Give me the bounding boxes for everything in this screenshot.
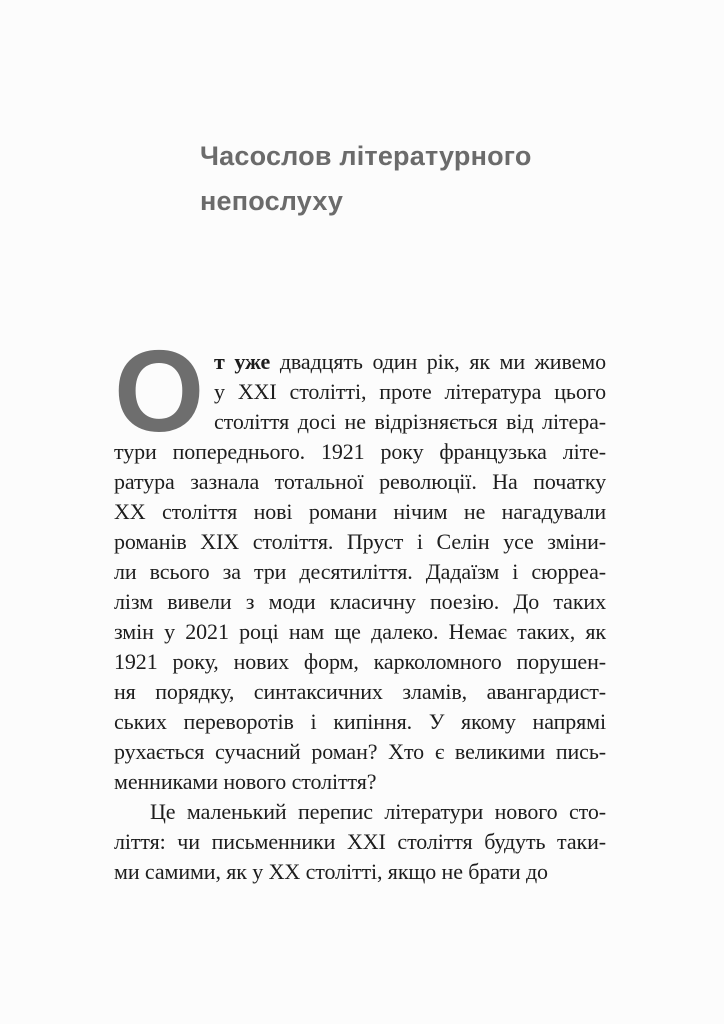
text-line: століття досі не відрізняється від літера- bbox=[214, 409, 606, 434]
text-line: лізм вивели з моди класичну поезію. До таких bbox=[114, 589, 606, 614]
chapter-title-line-1: Часослов літературного bbox=[200, 141, 532, 171]
chapter-title bbox=[200, 134, 560, 224]
text-line: рухається сучасний роман? Хто є великими пись- bbox=[114, 739, 606, 764]
text-line: ня порядку, синтаксичних зламів, авангардист- bbox=[114, 679, 606, 704]
chapter-title-line-2: непослуху bbox=[200, 186, 344, 216]
text-line: ських переворотів і кипіння. У якому напрямі bbox=[114, 709, 606, 734]
bold-lead-text: т уже bbox=[214, 349, 271, 374]
drop-cap: О bbox=[114, 326, 205, 456]
text-line: ми самими, як у XX столітті, якщо не брати до bbox=[114, 859, 548, 884]
text-line: т уже двадцять один рік, як ми живемо bbox=[214, 349, 606, 374]
text-line: у XXI столітті, проте література цього bbox=[214, 379, 606, 404]
text-line: ліття: чи письменники XXI століття будуть таки- bbox=[114, 829, 606, 854]
text-line: 1921 року, нових форм, карколомного порушен- bbox=[114, 649, 606, 674]
text-line: Це маленький перепис літератури нового сто- bbox=[150, 799, 606, 824]
paragraph-2 bbox=[114, 797, 606, 887]
text-line: романів XIX століття. Пруст і Селін усе зміни- bbox=[114, 529, 606, 554]
text-line: тури попереднього. 1921 року французька літе- bbox=[114, 439, 606, 464]
text-line: ли всього за три десятиліття. Дадаїзм і сюрреа- bbox=[114, 559, 606, 584]
text-line: змін у 2021 році нам ще далеко. Немає таких, як bbox=[114, 619, 606, 644]
text-line: ратура зазнала тотальної революції. На початку bbox=[114, 469, 606, 494]
text-line: XX століття нові романи нічим не нагадували bbox=[114, 499, 606, 524]
text-line: менниками нового століття? bbox=[114, 769, 377, 794]
body-text bbox=[114, 326, 606, 887]
